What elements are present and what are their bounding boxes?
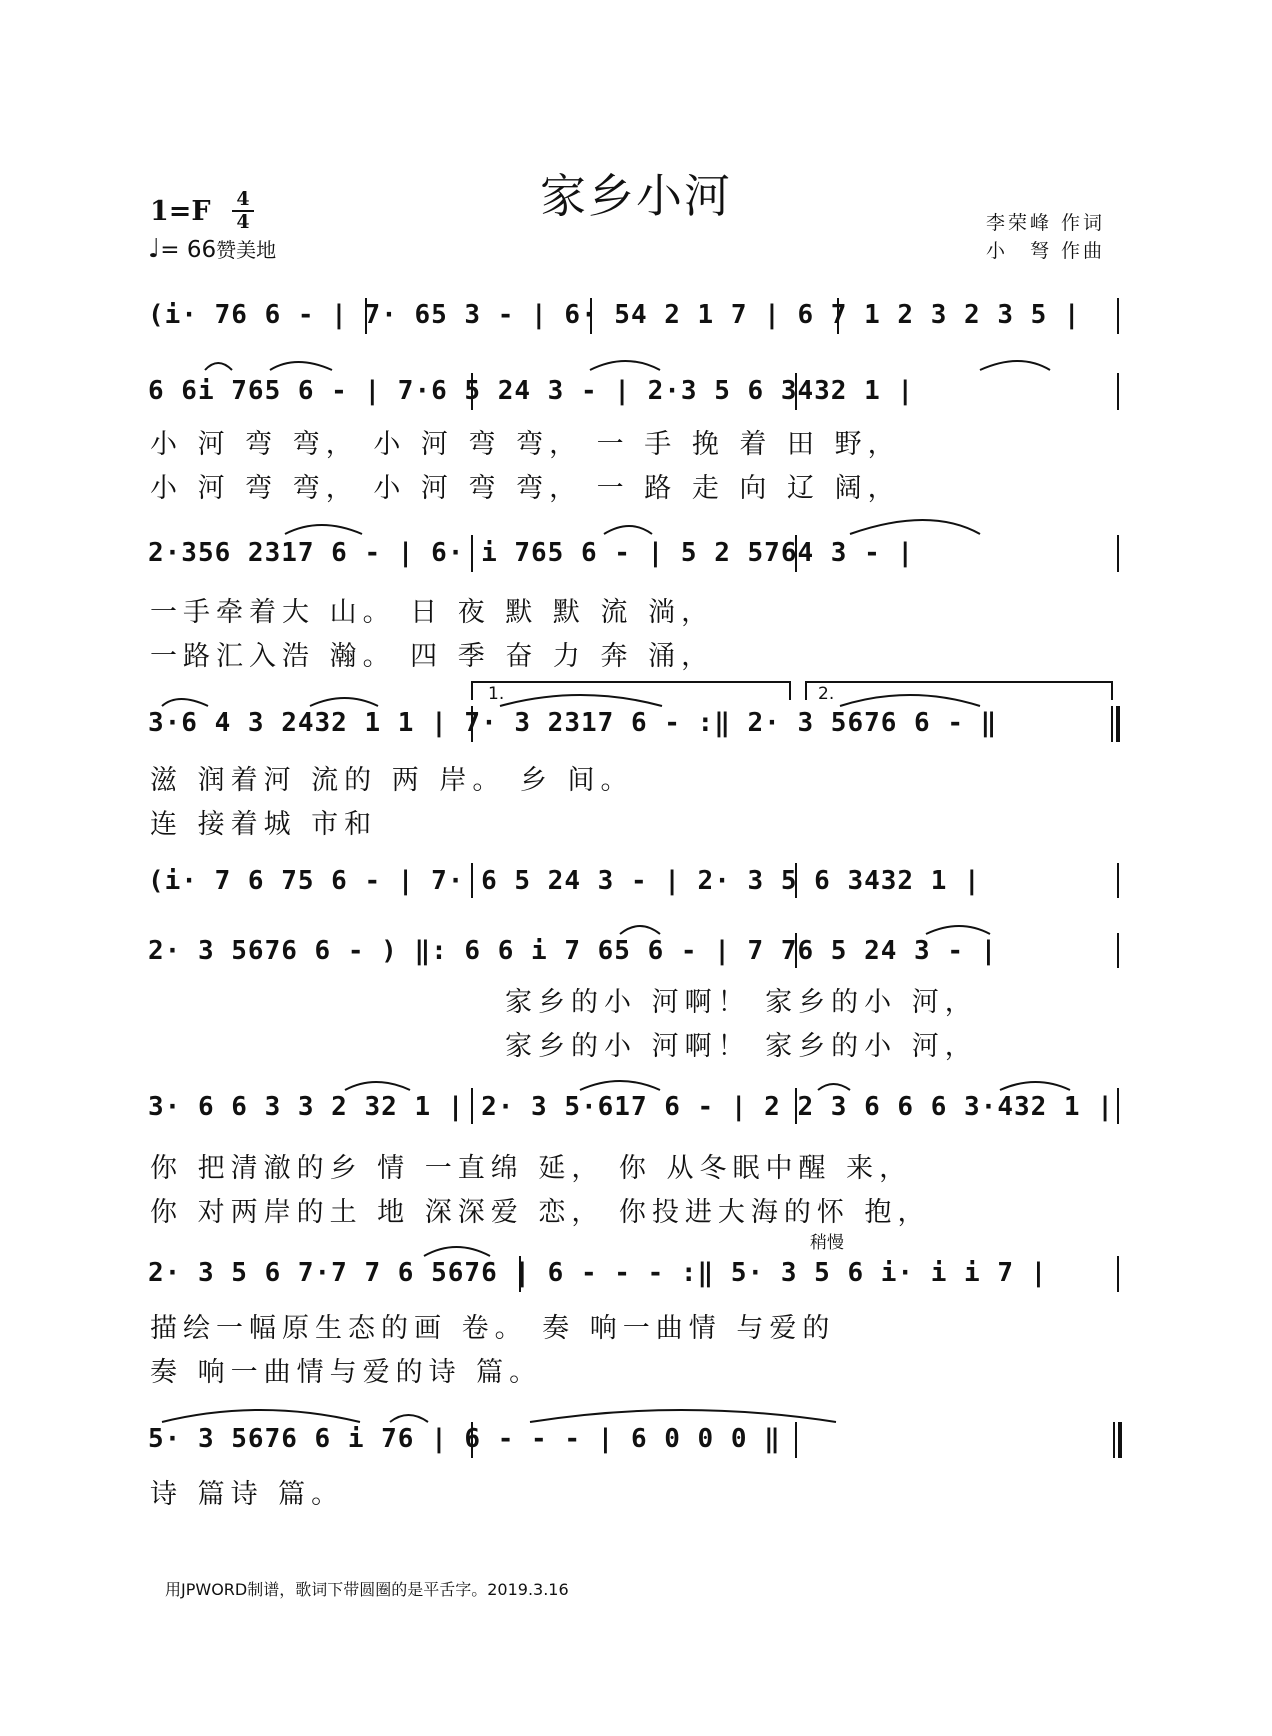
volta-1-label: 1. <box>488 684 505 704</box>
time-signature-top: 4 <box>236 188 250 210</box>
notation-row-6: 2· 3 5676 6 - ) ‖: 6 6 i 7 65 6 - | 7 76 5 24 3 - | <box>148 936 998 966</box>
time-signature-bottom: 4 <box>236 211 250 233</box>
lyric-line: 诗 篇诗 篇。 <box>150 1479 345 1510</box>
lyric-line: 家乡的小 河啊！ 家乡的小 河， <box>505 987 978 1018</box>
lyricist-credit: 李荣峰 作词 <box>986 212 1106 234</box>
lyric-line: 滋 润着河 流的 两 岸。 乡 间。 <box>150 765 634 796</box>
tempo-marking <box>148 234 276 264</box>
quarter-note-icon: ♩ <box>148 234 161 264</box>
lyric-line: 奏 响一曲情与爱的诗 篇。 <box>150 1357 543 1388</box>
expression-mark: 赞美地 <box>216 238 277 262</box>
notation-row-7: 3· 6 6 3 3 2 32 1 | 2· 3 5·617 6 - | 2 2 3 6 6 6 3·432 1 | <box>148 1092 1114 1122</box>
lyric-line: 小 河 弯 弯， 小 河 弯 弯， 一 路 走 向 辽 阔， <box>150 473 901 504</box>
lyric-line: 家乡的小 河啊！ 家乡的小 河， <box>505 1031 978 1062</box>
tempo-bpm: = 66 <box>160 237 217 263</box>
lyric-line: 小 河 弯 弯， 小 河 弯 弯， 一 手 挽 着 田 野， <box>150 429 901 460</box>
lyric-line: 连 接着城 市和 <box>150 809 378 840</box>
notation-row-1: (i· 76 6 - | 7· 65 3 - | 6· 54 2 1 7 | 6 7 1 2 3 2 3 5 | <box>148 300 1081 330</box>
notation-row-5: (i· 7 6 75 6 - | 7· 6 5 24 3 - | 2· 3 5 6 3432 1 | <box>148 866 981 896</box>
notation-row-9: 5· 3 5676 6 i 76 | 6 - - - | 6 0 0 0 ‖ <box>148 1424 781 1454</box>
volta-2-label: 2. <box>818 684 835 704</box>
composer-credit: 小 弩 作曲 <box>986 240 1106 262</box>
notation-row-2: 6 6i 765 6 - | 7·6 5 24 3 - | 2·3 5 6 3432 1 | <box>148 376 915 406</box>
lyric-line: 一手牵着大 山。 日 夜 默 默 流 淌， <box>150 597 715 628</box>
lyric-line: 你 把清澈的乡 情 一直绵 延， 你 从冬眠中醒 来， <box>150 1153 913 1184</box>
tempo-change-marking: 稍慢 <box>810 1233 844 1253</box>
notation-row-4: 3·6 4 3 2432 1 1 | 7· 3 2317 6 - :‖ 2· 3 5676 6 - ‖ <box>148 708 998 738</box>
lyric-line: 描绘一幅原生态的画 卷。 奏 响一曲情 与爱的 <box>150 1313 836 1344</box>
notation-row-8: 2· 3 5 6 7·7 7 6 5676 | 6 - - - :‖ 5· 3 5 6 i· i i 7 | <box>148 1258 1048 1288</box>
time-signature <box>232 190 254 232</box>
notation-row-3: 2·356 2317 6 - | 6· i 765 6 - | 5 2 5764 3 - | <box>148 538 915 568</box>
lyric-line: 你 对两岸的土 地 深深爱 恋， 你投进大海的怀 抱， <box>150 1197 931 1228</box>
key-signature: 1=F <box>150 196 211 227</box>
footer-note: 用JPWORD制谱，歌词下带圆圈的是平舌字。2019.3.16 <box>165 1580 569 1599</box>
song-title: 家乡小河 <box>540 169 732 223</box>
lyric-line: 一路汇入浩 瀚。 四 季 奋 力 奔 涌， <box>150 641 715 672</box>
